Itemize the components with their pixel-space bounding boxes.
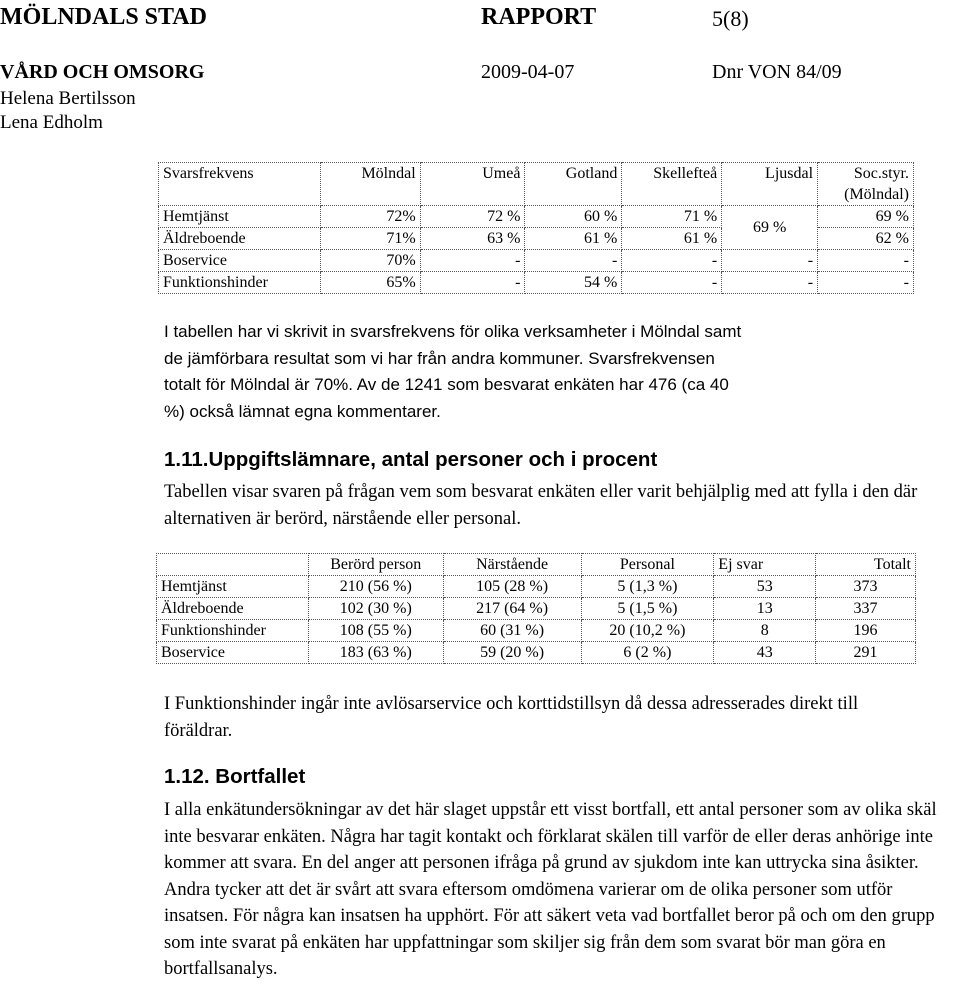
table-row (157, 642, 916, 664)
table-header-row (157, 554, 916, 576)
table-cell: 373 (816, 576, 916, 598)
row-label: Äldreboende (157, 598, 309, 620)
table-cell: 291 (816, 642, 916, 664)
table-cell: - (622, 250, 722, 272)
section-heading-1-12: 1.12. Bortfallet (164, 765, 306, 788)
table-cell: 70% (320, 250, 420, 272)
table-cell: 59 (20 %) (443, 642, 581, 664)
row-label: Boservice (159, 250, 321, 272)
column-header: Skellefteå (622, 163, 722, 206)
table-cell: - (525, 250, 622, 272)
column-header: Svarsfrekvens (159, 163, 321, 206)
table-cell: 8 (714, 620, 816, 642)
table-cell: 61 % (622, 228, 722, 250)
table-cell: 108 (55 %) (308, 620, 443, 642)
table-cell: 69 % (722, 206, 818, 250)
row-label: Äldreboende (159, 228, 321, 250)
table-cell: 337 (816, 598, 916, 620)
column-header: Mölndal (320, 163, 420, 206)
table-cell: 60 % (525, 206, 622, 228)
funktionshinder-note: I Funktionshinder ingår inte avlösarservice och korttidstillsyn då dessa adresserades direkt till föräldrar. (164, 694, 859, 741)
table-cell: 43 (714, 642, 816, 664)
column-header-line: (Mölndal) (844, 186, 909, 203)
row-label: Funktionshinder (159, 272, 321, 294)
table-cell: - (722, 250, 818, 272)
table-cell: 196 (816, 620, 916, 642)
section-1-12-text: I alla enkätundersökningar av det här slaget uppstår ett visst bortfall, ett antal personer som av olika skäl inte besvarar enkäten. Några har tagit kontakt och förklarat skälen till varför de eller deras anhörige inte kommer att svara. En del anger att personen ifråga på grund av sjukdom inte kan uttrycka sina åsikter. Andra tycker att det är svårt att svara eftersom omdömena varierar om de olika personer som utför insatsen. För några kan insatsen ha upphört. För att säkert veta vad bortfallet beror på och om den grupp som inte svarat på enkäten har uppfattningar som skiljer sig från dem som svarat bör man göra en bortfallsanalys. (164, 800, 937, 979)
table-cell: 63 % (420, 228, 525, 250)
table-cell: 65% (320, 272, 420, 294)
diary-number: Dnr VON 84/09 (712, 61, 842, 83)
table-row (157, 576, 916, 598)
column-header: Totalt (816, 554, 916, 576)
table-cell: 217 (64 %) (443, 598, 581, 620)
table-row (159, 206, 914, 228)
department: VÅRD OCH OMSORG (0, 61, 205, 83)
column-header: Närstående (443, 554, 581, 576)
report-date: 2009-04-07 (481, 61, 575, 83)
table-cell: 72 % (420, 206, 525, 228)
table-cell: 210 (56 %) (308, 576, 443, 598)
column-header: Berörd person (308, 554, 443, 576)
page-number: 5(8) (712, 6, 749, 31)
section-1-11-text: Tabellen visar svaren på frågan vem som besvarat enkäten eller varit behjälplig med att fylla i den där alternativen är berörd, närstående eller personal. (164, 482, 918, 529)
table-cell: - (420, 250, 525, 272)
table-row (157, 598, 916, 620)
column-header: Gotland (525, 163, 622, 206)
org-name: MÖLNDALS STAD (0, 4, 207, 30)
table-row (159, 250, 914, 272)
table-cell: 5 (1,5 %) (581, 598, 714, 620)
table-cell: 69 % (818, 206, 914, 228)
table-cell: 53 (714, 576, 816, 598)
table-header-row (159, 163, 914, 206)
row-label: Boservice (157, 642, 309, 664)
column-header: Ej svar (714, 554, 816, 576)
table-cell: 20 (10,2 %) (581, 620, 714, 642)
table-cell: 71% (320, 228, 420, 250)
table-cell: 71 % (622, 206, 722, 228)
column-header: Umeå (420, 163, 525, 206)
column-header (818, 163, 914, 206)
column-header (157, 554, 309, 576)
column-header: Ljusdal (722, 163, 818, 206)
doc-type: RAPPORT (481, 4, 597, 30)
table-cell: 6 (2 %) (581, 642, 714, 664)
response-rate-table (158, 162, 914, 294)
table-cell: 102 (30 %) (308, 598, 443, 620)
table-cell: 60 (31 %) (443, 620, 581, 642)
table-cell: 54 % (525, 272, 622, 294)
table-cell: - (420, 272, 525, 294)
table-cell: 72% (320, 206, 420, 228)
table-cell: - (622, 272, 722, 294)
response-rate-paragraph: I tabellen har vi skrivit in svarsfrekvens för olika verksamheter i Mölndal samt de jämförbara resultat som vi har från andra kommuner. Svarsfrekvensen totalt för Mölndal är 70%. Av de 1241 som besvarat enkäten har 476 (ca 40 %) också lämnat egna kommentarer. (164, 322, 742, 421)
author-2: Lena Edholm (0, 112, 103, 133)
table-cell: 62 % (818, 228, 914, 250)
table-cell: 61 % (525, 228, 622, 250)
section-heading-1-11: 1.11.Uppgiftslämnare, antal personer och i procent (164, 448, 658, 471)
table-row (157, 620, 916, 642)
row-label: Hemtjänst (157, 576, 309, 598)
respondent-table (156, 553, 916, 664)
table-cell: - (818, 250, 914, 272)
table-cell: 105 (28 %) (443, 576, 581, 598)
column-header-line: Soc.styr. (853, 165, 909, 182)
table-cell: 183 (63 %) (308, 642, 443, 664)
table-cell: 5 (1,3 %) (581, 576, 714, 598)
table-cell: - (818, 272, 914, 294)
table-cell: - (722, 272, 818, 294)
author-1: Helena Bertilsson (0, 88, 136, 109)
column-header: Personal (581, 554, 714, 576)
table-cell: 13 (714, 598, 816, 620)
row-label: Funktionshinder (157, 620, 309, 642)
table-row (159, 272, 914, 294)
row-label: Hemtjänst (159, 206, 321, 228)
